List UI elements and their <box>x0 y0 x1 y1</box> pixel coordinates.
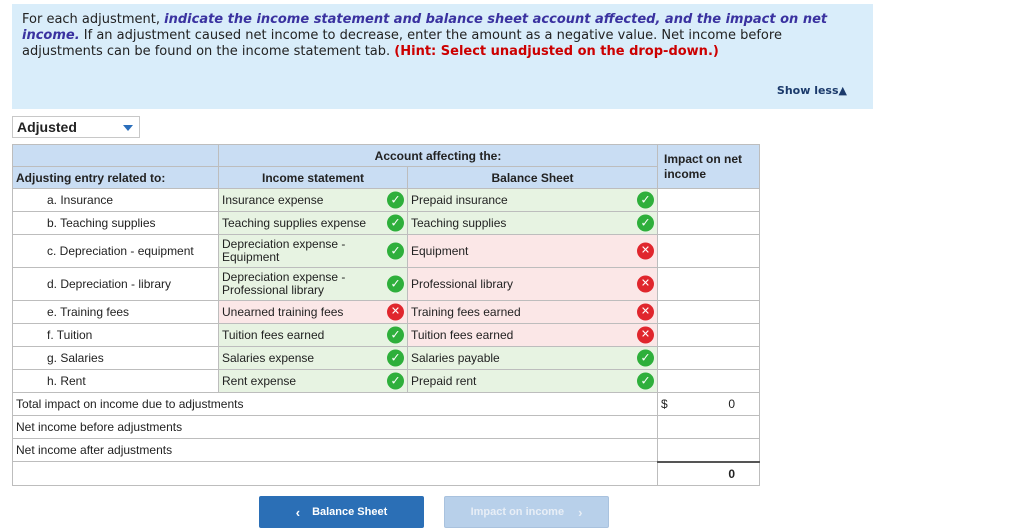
table-row <box>13 212 760 235</box>
total-impact-value: 0 <box>728 397 736 411</box>
income-statement-select-label: Depreciation expense - Professional library <box>222 270 346 297</box>
table-row <box>13 268 760 301</box>
table-row <box>13 347 760 370</box>
x-circle-icon: ✕ <box>387 304 404 321</box>
impact-input <box>658 235 760 268</box>
instruction-text: For each adjustment, <box>22 12 165 27</box>
check-circle-icon: ✓ <box>637 215 654 232</box>
adjustments-table <box>12 144 760 486</box>
balance-sheet-select[interactable] <box>408 235 658 268</box>
total-label: Total impact on income due to adjustments <box>13 393 658 416</box>
show-less-link[interactable] <box>777 83 847 99</box>
income-statement-select-label: Teaching supplies expense <box>222 215 367 230</box>
final-net-income-value: 0 <box>658 462 760 486</box>
net-income-after-input[interactable] <box>658 439 760 462</box>
chevron-right-icon: › <box>578 504 583 520</box>
impact-input <box>658 301 760 324</box>
balance-sheet-select-label: Prepaid rent <box>411 373 477 388</box>
table-row <box>13 301 760 324</box>
header-entry: Adjusting entry related to: <box>13 167 219 189</box>
balance-sheet-select-label: Training fees earned <box>411 304 521 319</box>
income-statement-select-label: Unearned training fees <box>222 304 344 319</box>
income-statement-select[interactable] <box>219 212 408 235</box>
income-statement-select-label: Rent expense <box>222 373 297 388</box>
dropdown-value: Adjusted <box>17 119 77 135</box>
chevron-left-icon: ‹ <box>295 504 301 520</box>
balance-sheet-select-label: Teaching supplies <box>411 215 507 230</box>
balance-sheet-select[interactable] <box>408 301 658 324</box>
show-less-label: Show less <box>776 84 839 97</box>
balance-sheet-select[interactable] <box>408 212 658 235</box>
balance-sheet-select-label: Equipment <box>411 243 469 258</box>
balance-sheet-select-label: Tuition fees earned <box>411 327 514 342</box>
income-statement-select[interactable] <box>219 347 408 370</box>
total-impact-input[interactable] <box>658 393 760 416</box>
entry-label: f. Tuition <box>13 324 219 347</box>
check-circle-icon: ✓ <box>387 350 404 367</box>
impact-input <box>658 268 760 301</box>
entry-label: e. Training fees <box>13 301 219 324</box>
prev-balance-sheet-button[interactable] <box>259 496 424 528</box>
prev-button-label: Balance Sheet <box>312 506 388 518</box>
net-income-before-input[interactable] <box>658 416 760 439</box>
income-statement-select[interactable] <box>219 189 408 212</box>
adjusted-dropdown[interactable] <box>12 116 140 138</box>
next-button-label: Impact on income <box>470 506 565 518</box>
instruction-emphasis: indicate the income statement and balance sheet account affected, and the impact on net income. <box>22 12 828 43</box>
currency-symbol: $ <box>661 397 668 411</box>
check-circle-icon: ✓ <box>637 192 654 209</box>
instruction-hint: (Hint: Select unadjusted on the drop-down.) <box>394 44 719 59</box>
header-account-affecting: Account affecting the: <box>219 145 658 167</box>
header-balance-sheet: Balance Sheet <box>408 167 658 189</box>
balance-sheet-select[interactable] <box>408 370 658 393</box>
x-circle-icon: ✕ <box>637 327 654 344</box>
impact-input <box>658 189 760 212</box>
income-statement-select[interactable] <box>219 268 408 301</box>
table-row <box>13 370 760 393</box>
header-income-statement: Income statement <box>219 167 408 189</box>
before-label: Net income before adjustments <box>13 416 658 439</box>
chevron-down-icon <box>123 125 133 131</box>
income-statement-select[interactable] <box>219 370 408 393</box>
check-circle-icon: ✓ <box>387 373 404 390</box>
table-row <box>13 235 760 268</box>
entry-label: g. Salaries <box>13 347 219 370</box>
balance-sheet-select[interactable] <box>408 324 658 347</box>
entry-label: h. Rent <box>13 370 219 393</box>
entry-label: c. Depreciation - equipment <box>13 235 219 268</box>
instructions-panel <box>12 4 873 109</box>
impact-input <box>658 324 760 347</box>
income-statement-select-label: Salaries expense <box>222 350 315 365</box>
check-circle-icon: ✓ <box>387 215 404 232</box>
balance-sheet-select-label: Prepaid insurance <box>411 192 508 207</box>
check-circle-icon: ✓ <box>387 192 404 209</box>
table-row <box>13 189 760 212</box>
income-statement-select-label: Depreciation expense - Equipment <box>222 237 346 264</box>
balance-sheet-select-label: Professional library <box>411 276 514 291</box>
check-circle-icon: ✓ <box>387 243 404 260</box>
entry-label: d. Depreciation - library <box>13 268 219 301</box>
impact-input <box>658 370 760 393</box>
balance-sheet-select[interactable] <box>408 347 658 370</box>
up-triangle-icon: ▲ <box>838 84 847 97</box>
after-label: Net income after adjustments <box>13 439 658 462</box>
check-circle-icon: ✓ <box>387 276 404 293</box>
income-statement-select[interactable] <box>219 235 408 268</box>
check-circle-icon: ✓ <box>637 350 654 367</box>
impact-input <box>658 347 760 370</box>
balance-sheet-select[interactable] <box>408 189 658 212</box>
header-impact: Impact on net income <box>658 145 760 189</box>
x-circle-icon: ✕ <box>637 243 654 260</box>
balance-sheet-select-label: Salaries payable <box>411 350 500 365</box>
instruction-text-2: If an adjustment caused net income to decrease, enter the amount as a negative value. Net income before adjustments can be found on the income statement tab. <box>22 28 782 59</box>
next-impact-on-income-button <box>444 496 609 528</box>
check-circle-icon: ✓ <box>637 373 654 390</box>
table-row <box>13 324 760 347</box>
income-statement-select-label: Tuition fees earned <box>222 327 325 342</box>
check-circle-icon: ✓ <box>387 327 404 344</box>
income-statement-select[interactable] <box>219 324 408 347</box>
entry-label: b. Teaching supplies <box>13 212 219 235</box>
entry-label: a. Insurance <box>13 189 219 212</box>
income-statement-select[interactable] <box>219 301 408 324</box>
x-circle-icon: ✕ <box>637 304 654 321</box>
x-circle-icon: ✕ <box>637 276 654 293</box>
income-statement-select-label: Insurance expense <box>222 192 324 207</box>
balance-sheet-select[interactable] <box>408 268 658 301</box>
impact-input <box>658 212 760 235</box>
